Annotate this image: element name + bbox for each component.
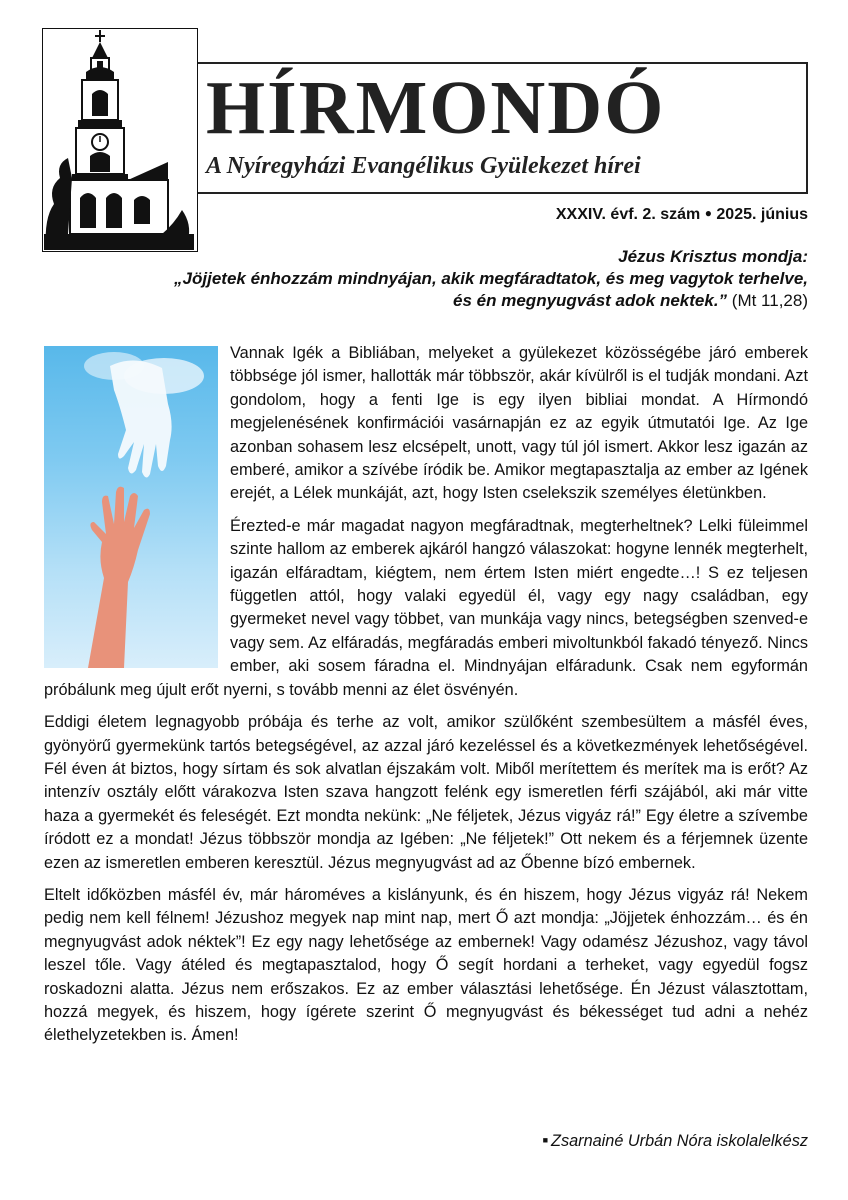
quote-line-1: „Jöjjetek énhozzám mindnyájan, akik megfáradtatok, és meg vagytok terhelve, (174, 269, 808, 288)
article-paragraph-2: Érezted-e már magadat nagyon megfáradtnak, megterheltnek? Lelki füleimmel szinte hallom az emberek ajkáról hangzó válaszokat: hogyne lennék megterhelt, igazán elfáradtam, kiégtem, nem értem Isten miért engedte…! S ez teljesen független attól, hogy valaki egyedül él, vagy egy nagy családban, egy gyermeket nevel vagy többet, van munkája vagy nincs, betegségben szenved-e vagy sem. Az elfáradás, megfáradás emberi mivoltunkból fakadó tényező. Nincs ember, aki sosem fáradna el. Mindnyájan elfáradunk. Csak nem egyformán próbálunk meg újult erőt nyerni, s tovább menni az élet ösvényén. (44, 516, 808, 699)
article-paragraph-1: Vannak Igék a Bibliában, melyeket a gyülekezet közösségébe járó emberek többsége jól ismer, hallották már többször, akár kívülről is el tudják mondani. Azt gondolom, hogy a fenti Ige is egy ilyen bibliai mondat. A Hírmondó megjelenésének konfirmációi vasárnapján ez az egyik útmutatói Ige. Az Ige azonban sohasem lesz elcsépelt, unott, vagy túl jól ismert. Akkor lesz igazán az emberé, amikor a szívébe íródik be. Amikor megtapasztalja az ember az Igének erejét, a Lélek munkáját, azt, hogy Isten cselekszik személyes életünkben. (230, 344, 808, 503)
quote-heading: Jézus Krisztus mondja: (618, 247, 808, 266)
bible-quote (108, 246, 808, 312)
article-paragraph-4: Eltelt időközben másfél év, már hároméves a kislányunk, és én hiszem, hogy Jézus vigyáz rá! Nekem pedig nem kell félnem! Jézushoz megyek nap mint nap, mert Ő azt mondja: „Jöjjetek énhozzám… és én megnyugvást adok néktek”! Ez egy nagy lehetősége az embernek! Vagy odamész Jézushoz, vagy távol leszel tőle. Vagy átéled és megtapasztalod, hogy Ő segít hordani a terheket, vagy egyedül fogsz roskadozni alatta. Jézus nem erőszakos. Ez az ember választási lehetősége. Én Jézust választottam, hozzá megyek, és hiszem, hogy ígérete szerint Ő megnyugvást és békességet tud adni a nehéz élethelyzetekben is. Ámen! (44, 885, 808, 1045)
issue-date: 2025. június (716, 206, 808, 223)
bullet-dot-icon: ● (704, 206, 712, 220)
article-paragraph-3: Eddigi életem legnagyobb próbája és terhe az volt, amikor szülőként szembesültem a másfél éves, gyönyörű gyermekünk tartós betegségével, az azzal járó kezeléssel és a következmények lehetőségével. Fél éven át biztos, hogy sírtam és sok alvatlan éjszakám volt. Miből merítettem és merítek ma is erőt? Az intenzív osztály előtt várakozva Isten szava hangzott felénk egy ismeretlen férfi szájából, aki már vitte haza a gyermekét és feleségét. Ezt mondta nekünk: „Ne féljetek, Jézus vigyáz rá!” Egy életre a szívembe íródott ez a mondat! Jézus többször mondja az Igében: „Ne féljetek!” Ott nekem és a férjemnek üzente ezen az ismeretlen emberen keresztül. Jézus megnyugvást ad az Őbenne bízó embernek. (44, 713, 808, 872)
square-bullet-icon: ■ (542, 1135, 548, 1145)
church-tower-icon (42, 28, 198, 252)
article-body (44, 342, 808, 1057)
newsletter-title: HÍRMONDÓ (206, 66, 666, 150)
signature-text: Zsarnainé Urbán Nóra iskolalelkész (551, 1132, 808, 1150)
issue-info (556, 206, 808, 224)
quote-line-2: és én megnyugvást adok nektek.” (453, 291, 728, 310)
newsletter-subtitle: A Nyíregyházi Evangélikus Gyülekezet hírei (206, 153, 641, 179)
quote-reference: (Mt 11,28) (731, 291, 808, 310)
issue-number: XXXIV. évf. 2. szám (555, 206, 701, 223)
signature (543, 1132, 808, 1151)
